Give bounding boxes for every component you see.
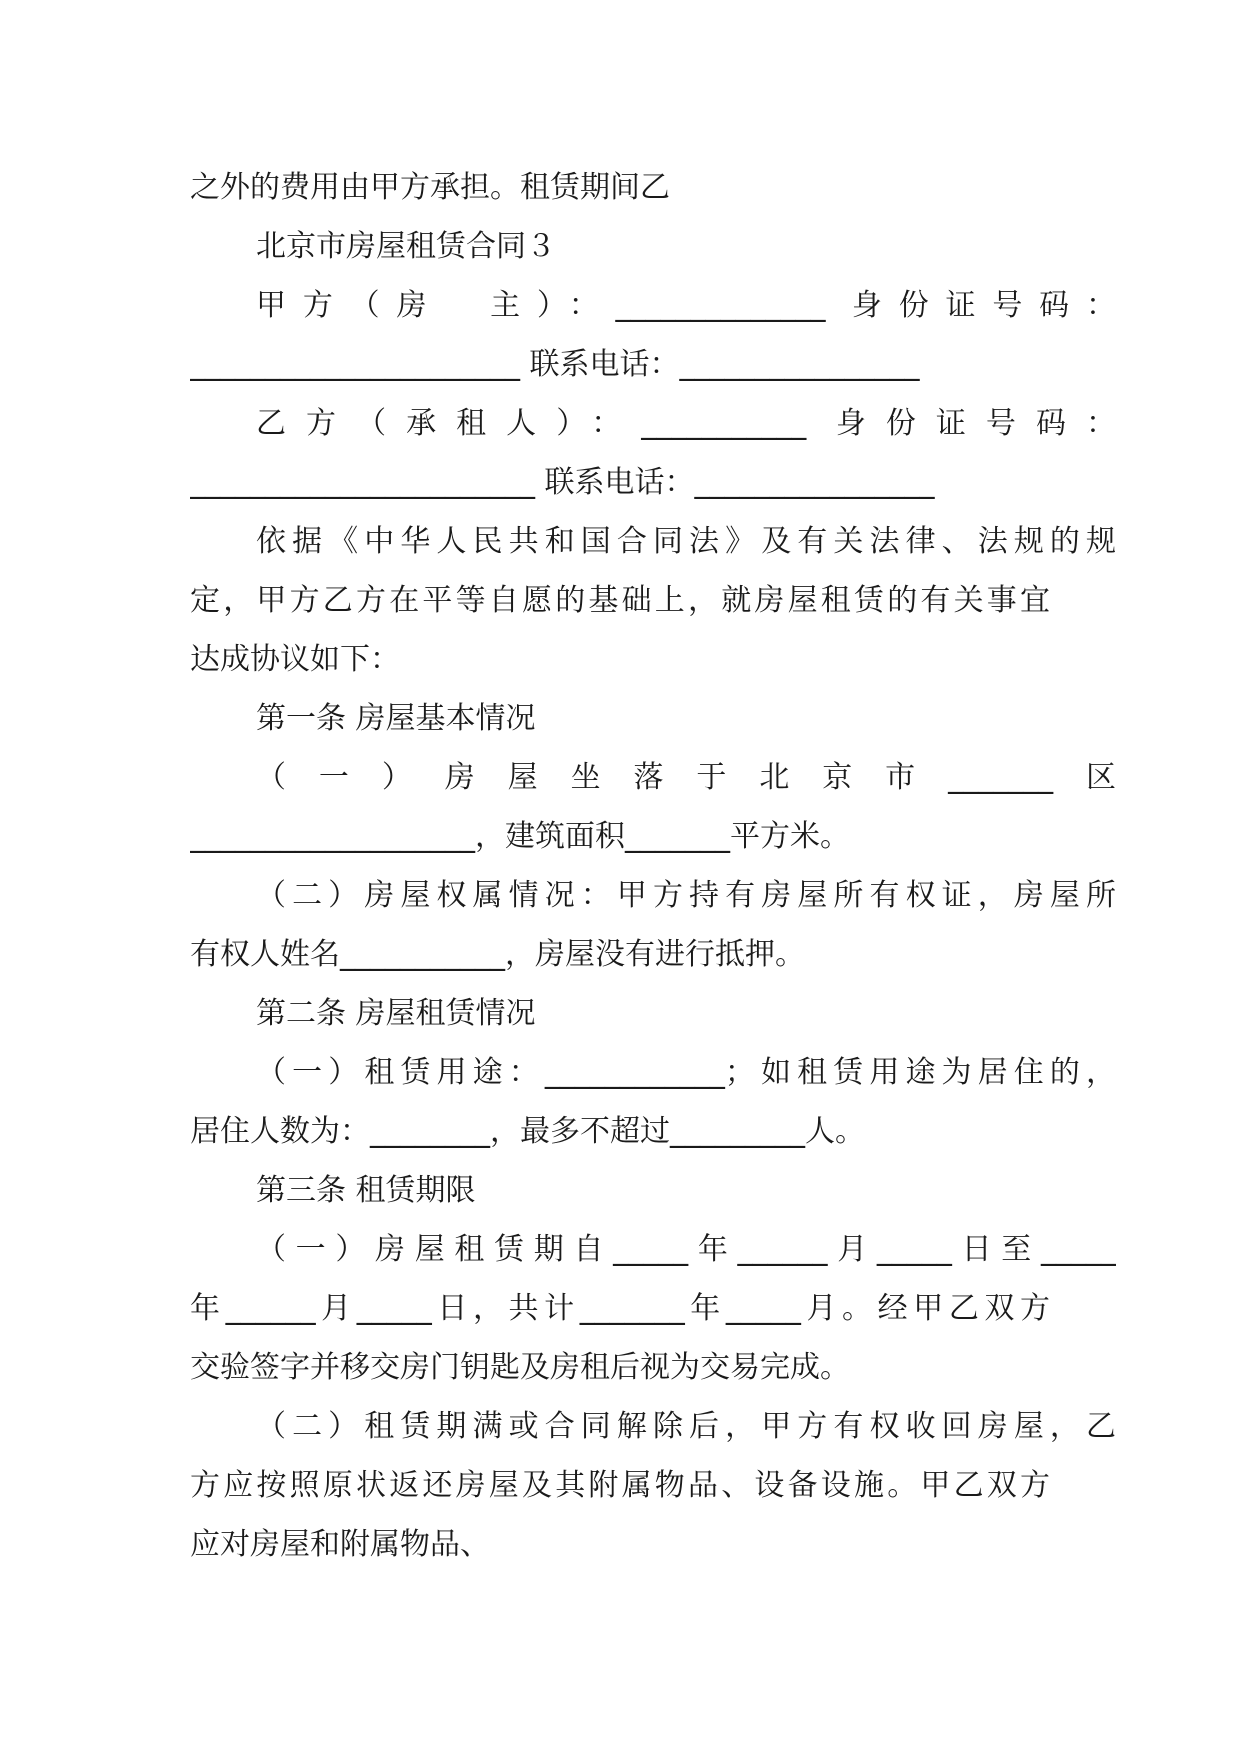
section-heading: 第一条 房屋基本情况 (256, 701, 536, 736)
party-b-line: 乙方（承租人）：___________ 身份证号码： (256, 406, 1116, 441)
text-line: 之外的费用由甲方承担。租赁期间乙 (190, 170, 670, 205)
section-heading: 第二条 房屋租赁情况 (256, 996, 536, 1031)
party-a-contact-line: ______________________ 联系电话：________________ (190, 347, 920, 382)
text-line: 应对房屋和附属物品、 (190, 1527, 490, 1562)
text-line: （一）租赁用途：____________；如租赁用途为居住的， (256, 1055, 1116, 1090)
section-heading: 第三条 租赁期限 (256, 1173, 476, 1208)
text-line: 居住人数为：________，最多不超过_________人。 (190, 1114, 865, 1149)
text-line: 方应按照原状返还房屋及其附属物品、设备设施。甲乙双方 (190, 1468, 1050, 1503)
text-line: 有权人姓名___________，房屋没有进行抵押。 (190, 937, 805, 972)
text-line: （二）房屋权属情况：甲方持有房屋所有权证，房屋所 (256, 878, 1116, 913)
text-line: 年______月_____日，共计_______年_____月。经甲乙双方 (190, 1291, 1050, 1326)
party-b-contact-line: _______________________ 联系电话：________________ (190, 465, 935, 500)
text-line: （一）房屋租赁期自_____年______月_____日至_____ (256, 1232, 1116, 1267)
text-line: 达成协议如下： (190, 642, 400, 677)
contract-title: 北京市房屋租赁合同３ (256, 229, 556, 264)
text-line: 依据《中华人民共和国合同法》及有关法律、法规的规 (256, 524, 1116, 559)
party-a-line: 甲方（房 主）：______________ 身份证号码： (256, 288, 1116, 323)
text-line: （一）房屋坐落于北京市_______区 (256, 760, 1116, 795)
text-line: 定，甲方乙方在平等自愿的基础上，就房屋租赁的有关事宜 (190, 583, 1050, 618)
text-line: 交验签字并移交房门钥匙及房租后视为交易完成。 (190, 1350, 850, 1385)
text-line: ___________________，建筑面积_______平方米。 (190, 819, 850, 854)
text-line: （二）租赁期满或合同解除后，甲方有权收回房屋，乙 (256, 1409, 1116, 1444)
